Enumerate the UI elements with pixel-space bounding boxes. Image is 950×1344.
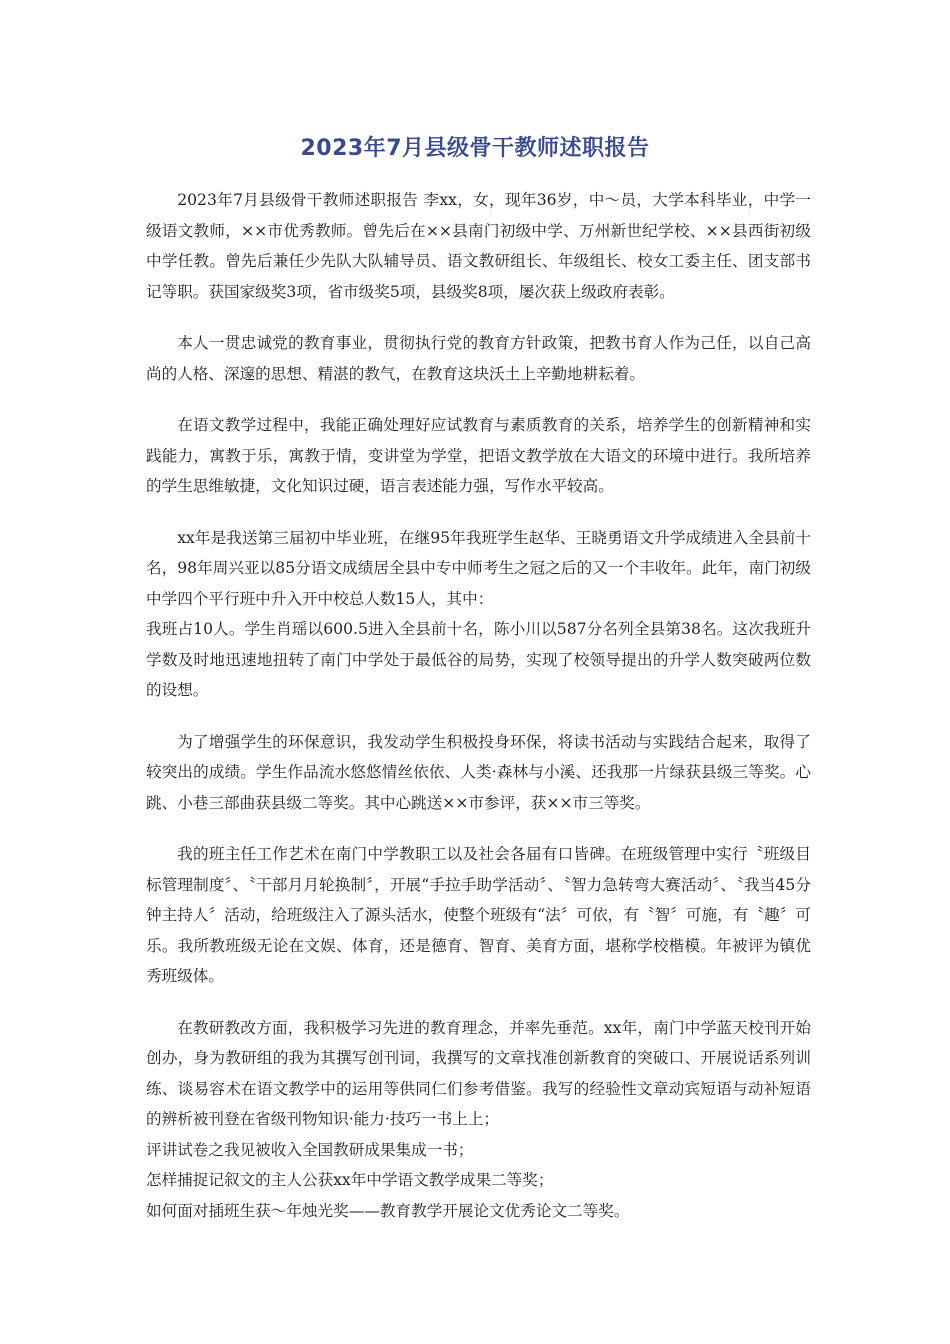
graduation-line-2: 我班占10人。学生肖瑶以600.5进入全县前十名，陈小川以587分名列全县第38名。这次我班升学数及时地迅速地扭转了南门中学处于最低谷的局势，实现了校领导提出的升学人数突破两位数的设想。 — [146, 620, 811, 699]
paragraph-class-management: 我的班主任工作艺术在南门中学教职工以及社会各届有口皆碑。在班级管理中实行〝班级目标管理制度〞、〝干部月月轮换制〞，开展“手拉手助学活动〞、〝智力急转弯大赛活动〞、〝我当45分钟主持人〞活动，给班级注入了源头活水，使整个班级有“法〞可依，有〝智〞可施，有〝趣〞可乐。我所教班级无论在文娱、体育，还是德育、智育、美育方面，堪称学校楷模。年被评为镇优秀班级体。 — [146, 845, 811, 985]
paragraph-teaching: 在语文教学过程中，我能正确处理好应试教育与素质教育的关系，培养学生的创新精神和实践能力，寓教于乐，寓教于情，变讲堂为学堂，把语文教学放在大语文的环境中进行。我所培养的学生思维敏捷，文化知识过硬，语言表述能力强，写作水平较高。 — [146, 416, 811, 495]
research-line-2: 评讲试卷之我见被收入全国教研成果集成一书； — [146, 1140, 474, 1159]
paragraph-environment: 为了增强学生的环保意识，我发动学生积极投身环保，将读书活动与实践结合起来，取得了较突出的成绩。学生作品流水悠悠情丝依依、人类·森林与小溪、还我那一片绿获县级三等奖。心跳、小巷三部曲获县级二等奖。其中心跳送××市参评，获××市三等奖。 — [146, 732, 811, 812]
paragraph-graduation — [146, 523, 811, 706]
graduation-line-1: xx年是我送第三届初中毕业班，在继95年我班学生赵华、王晓勇语文升学成绩进入全县前十名，98年周兴亚以85分语文成绩居全县中专中师考生之冠之后的又一个丰收年。此年，南门初级中学四个平行班中升入开中校总人数15人，其中： — [146, 528, 811, 608]
research-line-1: 在教研教改方面，我积极学习先进的教育理念，并率先垂范。xx年，南门中学蓝天校刊开始创办，身为教研组的我为其撰写创刊词，我撰写的文章找准创新教育的突破口、开展说话系列训练、谈易容术在语文教学中的运用等供同仁们参考借鉴。我写的经验性文章动宾短语与动补短语的辨析被刊登在省级刊物知识·能力·技巧一书上上； — [146, 1018, 811, 1128]
paragraph-intro: 2023年7月县级骨干教师述职报告 李xx，女，现年36岁，中～员，大学本科毕业，中学一级语文教师，××市优秀教师。曾先后在××县南门初级中学、万州新世纪学校、××县西街初级中学任教。曾先后兼任少先队大队辅导员、语文教研组长、年级组长、校女工委主任、团支部书记等职。获国家级奖3项，省市级奖5项，县级奖8项，屡次获上级政府表彰。 — [146, 191, 811, 301]
paragraph-research — [146, 1013, 811, 1227]
paragraph-dedication: 本人一贯忠诚党的教育事业，贯彻执行党的教育方针政策，把教书育人作为己任，以自己高尚的人格、深邃的思想、精湛的教气，在教育这块沃土上辛勤地耕耘着。 — [146, 334, 811, 383]
page-title: 2023年7月县级骨干教师述职报告 — [300, 136, 650, 161]
research-line-4: 如何面对插班生获～年烛光奖——教育教学开展论文优秀论文二等奖。 — [146, 1201, 630, 1220]
research-line-3: 怎样捕捉记叙文的主人公获xx年中学语文教学成果二等奖； — [146, 1171, 554, 1189]
document-body — [146, 185, 811, 1247]
